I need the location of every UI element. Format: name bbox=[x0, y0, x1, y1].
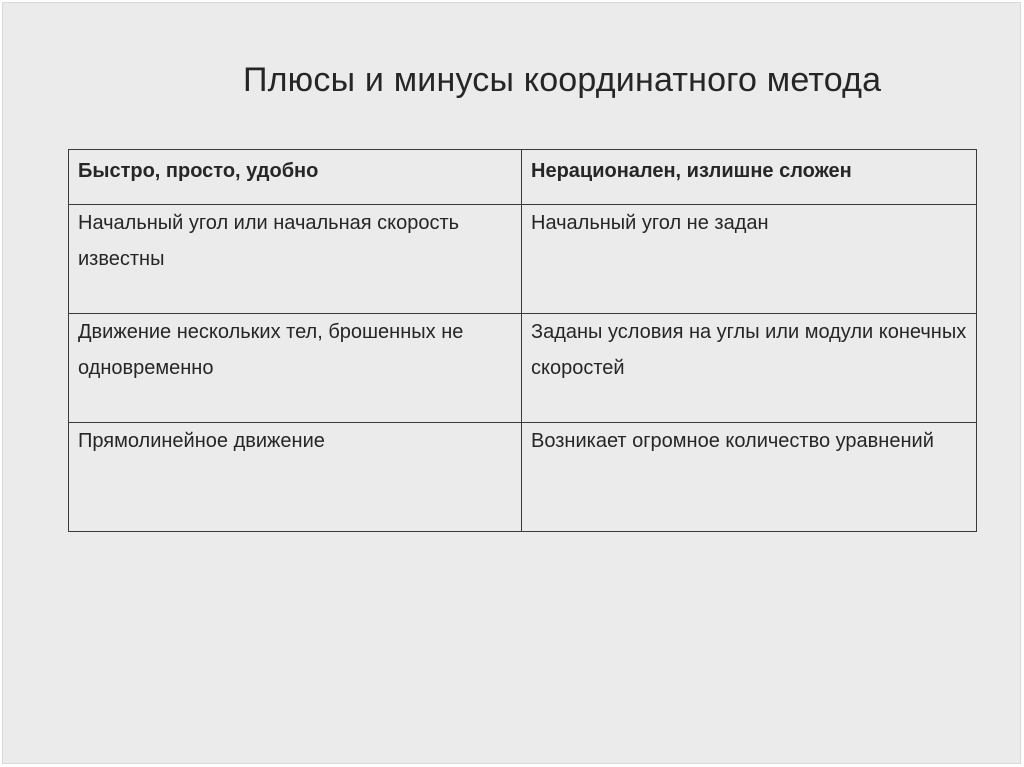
table-row bbox=[69, 423, 977, 532]
table-header-row bbox=[69, 150, 977, 205]
pros-cons-table bbox=[68, 149, 977, 532]
table-cell-cons: Возникает огромное количество уравнений bbox=[522, 423, 977, 532]
table-cell-cons: Начальный угол не задан bbox=[522, 205, 977, 314]
table-cell-pros: Прямолинейное движение bbox=[69, 423, 522, 532]
table-row bbox=[69, 314, 977, 423]
table-cell-pros: Движение нескольких тел, брошенных не одновременно bbox=[69, 314, 522, 423]
table-row bbox=[69, 205, 977, 314]
slide-title: Плюсы и минусы координатного метода bbox=[243, 61, 882, 99]
header-pros: Быстро, просто, удобно bbox=[69, 150, 522, 205]
table-cell-pros: Начальный угол или начальная скорость известны bbox=[69, 205, 522, 314]
table-cell-cons: Заданы условия на углы или модули конечных скоростей bbox=[522, 314, 977, 423]
slide bbox=[2, 2, 1021, 764]
header-cons: Нерационален, излишне сложен bbox=[522, 150, 977, 205]
